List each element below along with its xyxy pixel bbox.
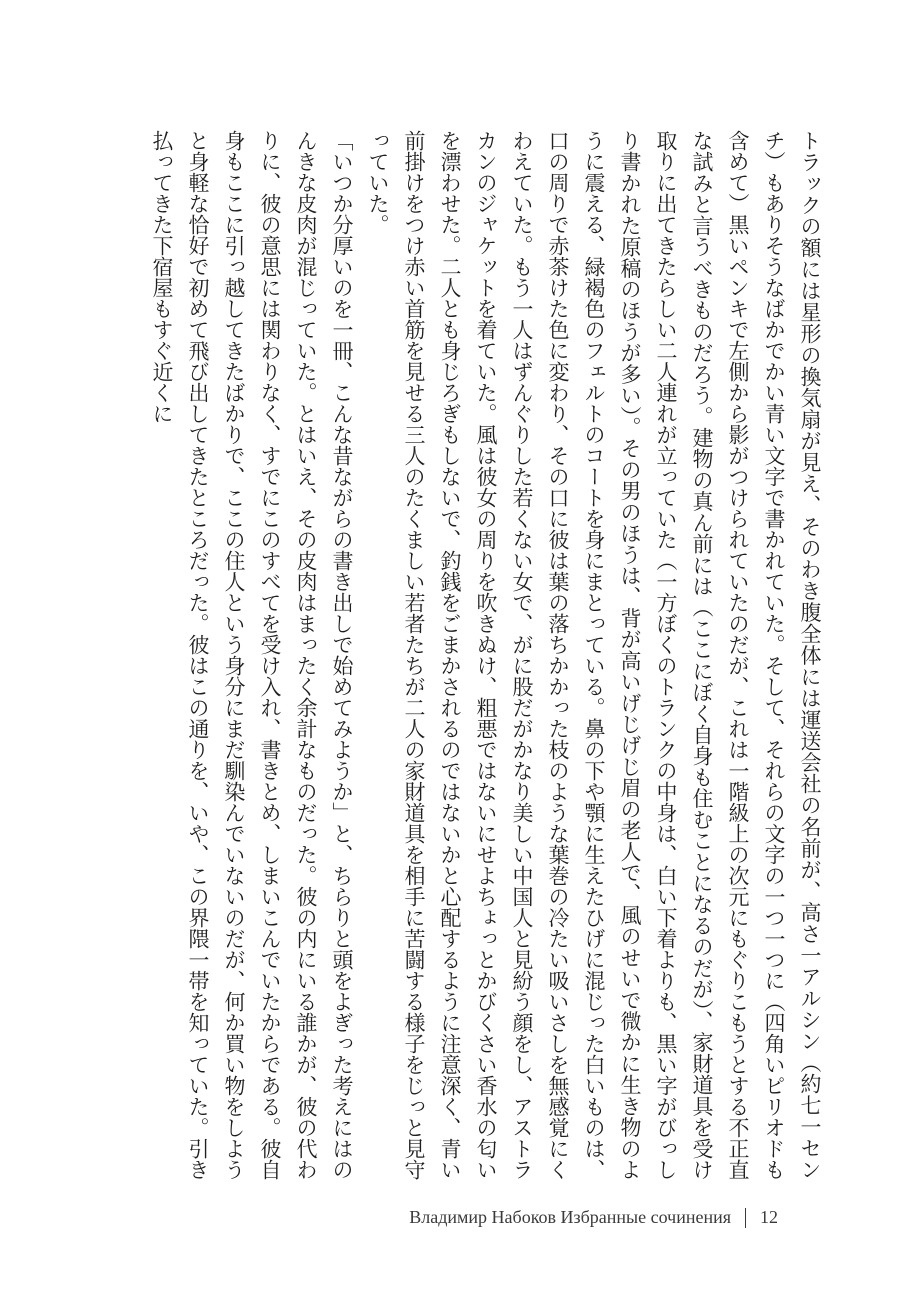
footer-separator [745,1208,746,1228]
paragraph-1: トラックの額には星形の換気扇が見え、そのわき腹全体には運送会社の名前が、高さ一アルシン（約七一センチ）もありそうなばかでかい青い文字で書かれていた。そして、それらの文字の一つ一つに（四角いピリオドも含めて）黒いペンキで左側から影がつけられていたのだが、これは一階級上の次元にもぐりこもうとする不正直な試みと言うべきものだろう。建物の真ん前には（ここにぼく自身も住むことになるのだが）、家財道具を受け取りに出てきたらしい二人連れが立っていた（一方ぼくのトランクの中身は、白い下着よりも、黒い字がびっしり書かれた原稿のほうが多い）。その男のほうは、背が高いげじげじ眉の老人で、風のせいで微かに生き物のように震える、緑褐色のフェルトのコートを身にまとっている。鼻の下や顎に生えたひげに混じった白いものは、口の周りで赤茶けた色に変わり、その口に彼は葉の落ちかかった枝のような葉巻の冷たい吸いさしを無感覚にくわえていた。もう一人はずんぐりした若くない女で、がに股だがかなり美しい中国人と見紛う顔をし、アストラカンのジャケットを着ていた。風は彼女の周りを吹きぬけ、粗悪ではないにせよちょっとかびくさい香水の匂いを漂わせた。二人とも身じろぎもしないで、釣銭をごまかされるのではないかと心配するように注意深く、青い前掛けをつけ赤い首筋を見せる三人のたくましい若者たちが二人の家財道具を相手に苦闘する様子をじっと見守っていた。 [366,130,822,1180]
footer-book-title: Владимир Набоков Избранные сочинения [409,1207,731,1227]
page-number: 12 [760,1207,778,1227]
paragraph-2: 「いつか分厚いのを一冊、こんな昔ながらの書き出しで始めてみようか」と、ちらりと頭をよぎった考えにはのんきな皮肉が混じっていた。とはいえ、その皮肉はまったく余計なものだった。彼の内にいる誰かが、彼の代わりに、彼の意思には関わりなく、すでにこのすべてを受け入れ、書きとめ、しまいこんでいたからである。彼自身もここに引っ越してきたばかりで、ここの住人という身分にまだ馴染んでいないのだが、何か買い物をしようと身軽な恰好で初めて飛び出してきたところだった。彼はこの通りを、いや、この界隈一帯を知っていた。引き払ってきた下宿屋もすぐ近くに [150,130,354,1180]
vertical-body-text [58,130,828,1180]
page-footer [409,1207,778,1228]
